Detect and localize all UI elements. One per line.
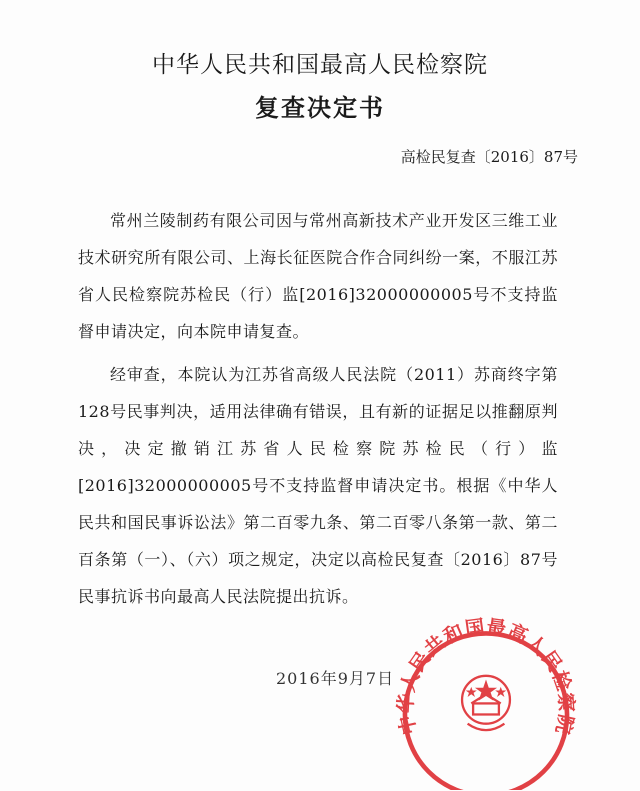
document-title: 复查决定书 — [255, 93, 385, 122]
body-paragraph-2: 经审查，本院认为江苏省高级人民法院（2011）苏商终字第128号民事判决，适用法律确有错误，且有新的证据足以推翻原判决，决定撤销江苏省人民检察院苏检民（行）监[2016]32000000005号不支持监督申请决定书。根据《中华人民共和国民事诉讼法》第二百零九条、第二百零八条第一款、第二百条第（一）、（六）项之规定，决定以高检民复查〔2016〕87号民事抗诉书向最高人民法院提出抗诉。 — [78, 365, 558, 606]
official-seal — [392, 615, 580, 790]
body-paragraph-1: 常州兰陵制药有限公司因与常州高新技术产业开发区三维工业技术研究所有限公司、上海长征医院合作合同纠纷一案，不服江苏省人民检察院苏检民（行）监[2016]32000000005号不支持监督申请决定，向本院申请复查。 — [78, 211, 558, 341]
seal-arc-text: 中华人民共和国最高人民检察院 — [395, 617, 577, 737]
issuing-organization: 中华人民共和国最高人民检察院 — [152, 52, 488, 78]
document-body — [78, 202, 558, 621]
issue-date: 2016年9月7日 — [276, 669, 395, 688]
document-number: 高检民复查〔2016〕87号 — [400, 148, 578, 166]
